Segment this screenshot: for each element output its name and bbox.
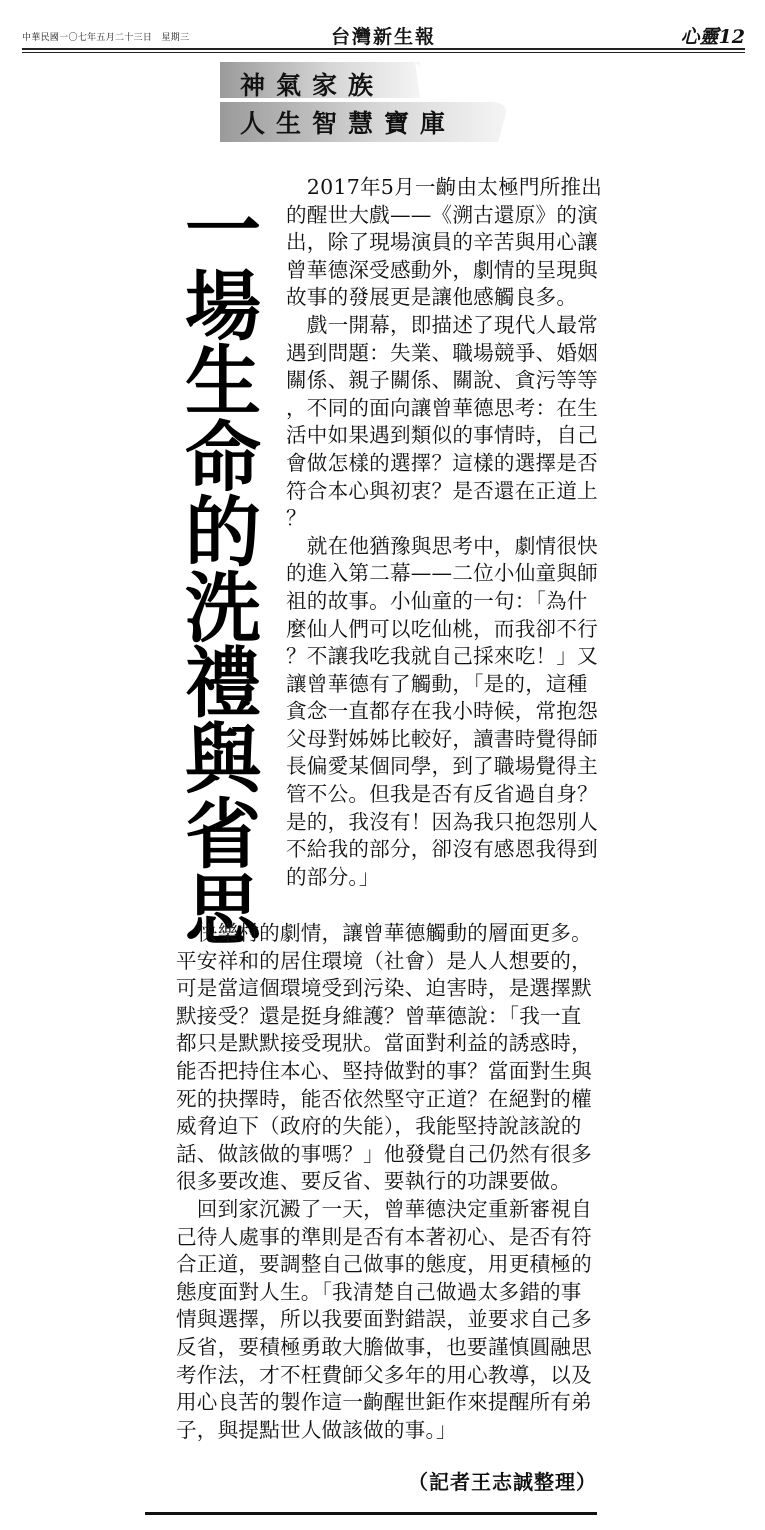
body-line: 貪念一直都存在我小時候，常抱怨 (286, 699, 598, 724)
article-body-lower (176, 920, 612, 1444)
body-line: 的醒世大戲——《溯古還原》的演 (286, 202, 598, 227)
headline-char: 的 (185, 488, 261, 577)
body-line: 子，與提點世人做該做的事。」 (176, 1417, 457, 1442)
body-line: ，不同的面向讓曾華德思考：在生 (286, 395, 598, 420)
article-body-upper (286, 174, 612, 891)
masthead-rule (22, 48, 745, 50)
body-line: 回到家沉澱了一天，曾華德決定重新審視自 (176, 1196, 592, 1221)
body-line: 戲一開幕，即描述了現代人最常 (286, 312, 598, 337)
issue-date: 中華民國一〇七年五月二十三日 星期三 (22, 33, 190, 43)
body-line: 死的抉擇時，能否依然堅守正道？在絕對的權 (176, 1086, 592, 1111)
headline-char: 一 (185, 186, 261, 275)
body-line: 考作法，才不枉費師父多年的用心教導，以及 (176, 1362, 592, 1387)
headline-char: 禮 (185, 639, 261, 728)
body-line: 反省，要積極勇敢大膽做事，也要謹慎圓融思 (176, 1334, 592, 1359)
headline-char: 洗 (185, 563, 261, 653)
headline-char: 場 (185, 261, 261, 351)
body-line: 出，除了現場演員的辛苦與用心讓 (286, 230, 598, 255)
body-line: 能否把持住本心、堅持做對的事？當面對生與 (176, 1058, 592, 1083)
body-line: 麼仙人們可以吃仙桃，而我卻不行 (286, 616, 598, 641)
body-line: 曾華德深受感動外，劇情的呈現與 (286, 257, 598, 282)
body-line: 可是當這個環境受到污染、迫害時，是選擇默 (176, 976, 592, 1001)
column-banner (220, 62, 510, 142)
body-line: 讓曾華德有了觸動，「是的，這種 (286, 671, 588, 696)
body-line: 己待人處事的準則是否有本著初心、是否有符 (176, 1224, 592, 1249)
body-line: 用心良苦的製作這一齣醒世鉅作來提醒所有弟 (176, 1390, 592, 1415)
body-line: 遇到問題：失業、職場競爭、婚姻 (286, 340, 598, 365)
article-headline (178, 186, 268, 955)
headline-char: 命 (185, 412, 261, 502)
body-line: 合正道，要調整自己做事的態度，用更積極的 (176, 1252, 592, 1277)
masthead-rule-thin (22, 52, 745, 53)
body-line: 情與選擇，所以我要面對錯誤，並要求自己多 (176, 1307, 592, 1332)
body-line: 都只是默默接受現狀。當面對利益的誘惑時， (176, 1031, 592, 1056)
body-line: 2017年5月一齣由太極門所推出 (286, 175, 603, 199)
body-line: 符合本心與初衷？是否還在正道上 (286, 478, 598, 503)
body-line: 不給我的部分，卻沒有感恩我得到 (286, 837, 598, 862)
body-line: 威脅迫下（政府的失能），我能堅持說該說的 (176, 1114, 582, 1139)
masthead (22, 22, 745, 48)
body-line: 活中如果遇到類似的事情時，自己 (286, 423, 598, 448)
body-line: 默接受？還是挺身維護？曾華德說：「我一直 (176, 1003, 582, 1028)
body-line: 快樂村的劇情，讓曾華德觸動的層面更多。 (176, 921, 592, 945)
body-line: ？ (286, 506, 307, 531)
body-line: 關係、親子關係、關說、貪污等等 (286, 368, 598, 393)
headline-char: 生 (185, 337, 261, 426)
body-line: 長偏愛某個同學，到了職場覺得主 (286, 754, 598, 779)
body-line: 話、做該做的事嗎？」他發覺自己仍然有很多 (176, 1141, 592, 1166)
newspaper-name: 台灣新生報 (330, 26, 436, 48)
footer-rule (145, 1512, 597, 1515)
body-line: 祖的故事。小仙童的一句：「為什 (286, 588, 588, 613)
reporter-credit: （記者王志誠整理） (408, 1470, 597, 1494)
body-line: 會做怎樣的選擇？這樣的選擇是否 (286, 450, 598, 475)
headline-char: 與 (185, 714, 261, 804)
banner-line-2: 人生智慧寶庫 (240, 109, 457, 138)
headline-char: 省 (185, 790, 261, 879)
body-line: 是的，我沒有！因為我只抱怨別人 (286, 809, 598, 834)
body-line: 父母對姊姊比較好，讀書時覺得師 (286, 726, 598, 751)
body-line: 故事的發展更是讓他感觸良多。 (286, 285, 578, 310)
body-line: 的部分。」 (286, 864, 380, 889)
body-line: 態度面對人生。「我清楚自己做過太多錯的事 (176, 1279, 582, 1304)
page-section: 心靈12 (680, 26, 745, 48)
body-line: 平安祥和的居住環境（社會）是人人想要的， (176, 948, 592, 973)
body-line: 就在他猶豫與思考中，劇情很快 (286, 533, 598, 558)
body-line: 的進入第二幕——二位小仙童與師 (286, 561, 598, 586)
body-line: 管不公。但我是否有反省過自身？ (286, 782, 598, 807)
headline-char: 思 (185, 865, 261, 955)
banner-line-1: 神氣家族 (240, 71, 385, 100)
body-line: 很多要改進、要反省、要執行的功課要做。 (176, 1169, 572, 1194)
body-line: ？不讓我吃我就自己採來吃！」又 (286, 644, 598, 669)
